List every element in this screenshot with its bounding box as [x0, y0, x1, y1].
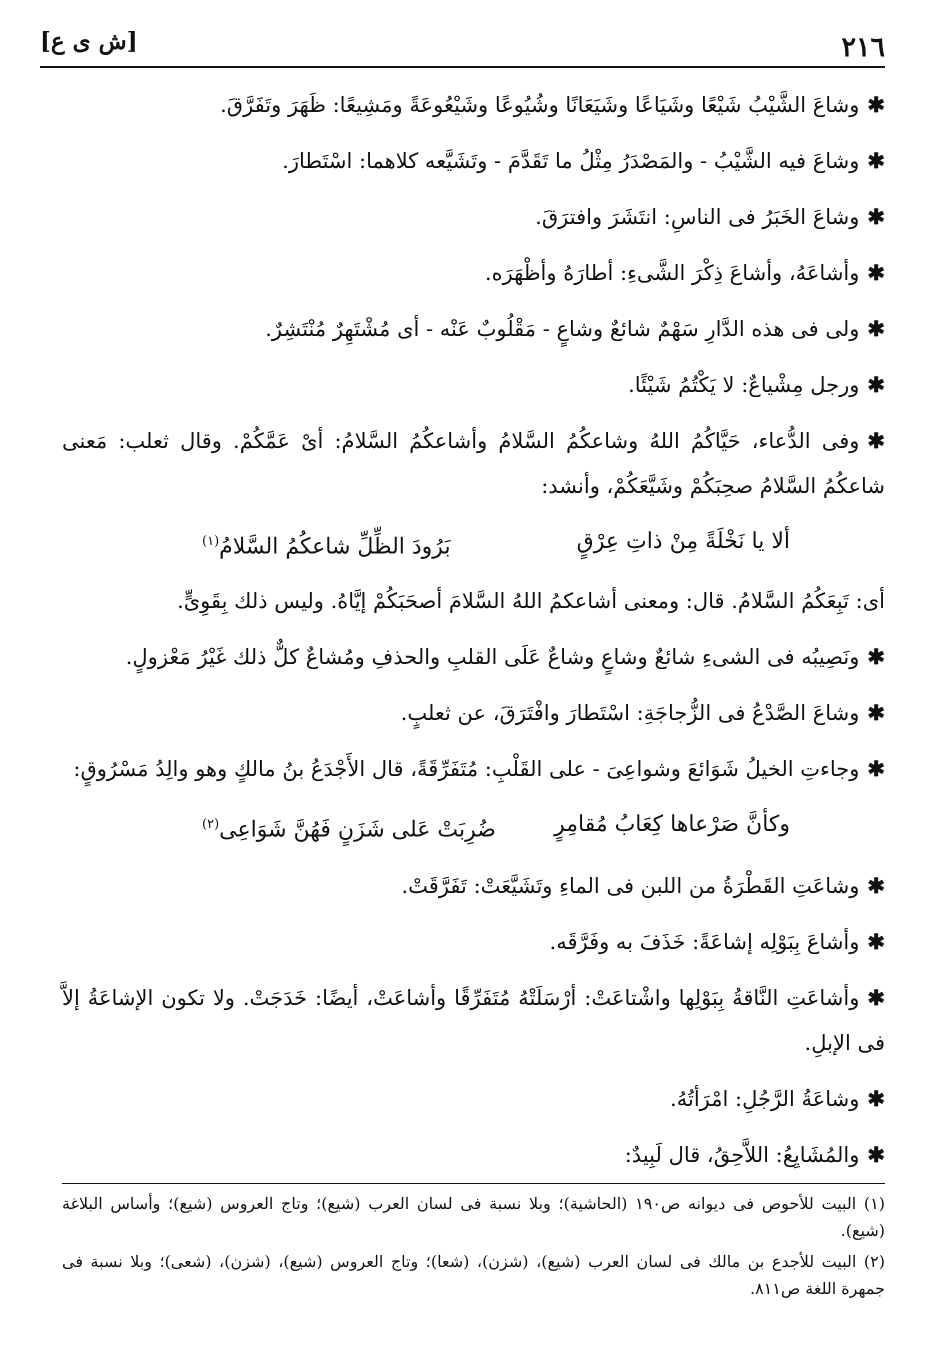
header-rule [40, 66, 885, 68]
entry-paragraph: ✱وشاعَ فيه الشَّيْبُ - والمَصْدَرُ مِثْلُ ما تَقَدَّمَ - وتَشَيَّعه كلاهما: اسْتَطارَ. [282, 148, 885, 173]
star-icon: ✱ [867, 1085, 885, 1111]
verse-line [62, 802, 885, 852]
star-icon: ✱ [867, 928, 885, 954]
verse-first-hemistich: وكأنَّ صَرْعاها كِعَابُ مُقامِرٍ [554, 812, 790, 838]
star-icon: ✱ [867, 428, 885, 453]
footnote: (٢) البيت للأجدع بن مالك فى لسان العرب (شيع)، (شزن)، (شعا)؛ وتاج العروس (شيع)، (شزن)، (شعى)؛ وبلا نسبة فى جمهرة اللغة ص٨١١. [62, 1252, 886, 1298]
entry-paragraph: ✱ولى فى هذه الدَّارِ سَهْمٌ شائعٌ وشاعٍ - مَقْلُوبٌ عَنْه - أى مُشْتَهِرٌ مُنْتَشِرٌ. [265, 316, 885, 341]
footnote: (١) البيت للأحوص فى ديوانه ص١٩٠ (الحاشية)؛ وبلا نسبة فى لسان العرب (شيع)؛ وتاج العروس (شيع)؛ وأساس البلاغة (شيع). [62, 1194, 885, 1240]
entry-paragraph: ✱وشاعَةُ الرَّجُلِ: امْرَأتُهُ. [670, 1085, 885, 1111]
star-icon: ✱ [867, 984, 885, 1010]
star-icon: ✱ [867, 260, 885, 285]
entry-paragraph: ✱وفى الدُّعاء، حَيَّاكُمُ اللهُ وشاعكُمُ السَّلامُ وأشاعكُمُ السَّلامُ: أىْ عَمَّكُمْ. وقال ثعلب: مَعنى شاعكُمُ السَّلامُ صحِبَكُمْ وشَيَّعَكُمْ، وأنشد: [62, 428, 885, 498]
entry-paragraph: ✱وأشاعَهُ، وأشاعَ ذِكْرَ الشَّىءِ: أطارَهُ وأظْهَرَه. [484, 260, 885, 285]
entry-paragraph: ✱وشاعَ الشَّيْبُ شَيْعًا وشَيَاعًا وشَيَعَانًا وشُيُوعًا وشَيْعُوعَةً ومَشِيعًا: ظَهَرَ وتَفَرَّقَ. [220, 92, 885, 117]
entry-paragraph: ✱ورجل مِشْياعٌ: لا يَكْتُمُ شَيْئًا. [628, 372, 885, 397]
star-icon: ✱ [867, 316, 885, 341]
entry-paragraph: ✱ونَصِيبُه فى الشىءِ شائعٌ وشاعٍ وشاعٌ عَلَى القلبِ والحذفِ ومُشاعٌ كلٌّ ذلك غَيْرُ مَعْزولٍ. [125, 644, 885, 670]
footnote-marker: (١) [202, 534, 220, 549]
star-icon: ✱ [867, 148, 885, 173]
entry-paragraph: أى: تَبِعَكُمُ السَّلامُ. قال: ومعنى أشاعكمُ اللهُ السَّلامَ أصحَبَكُمْ إيَّاهُ. وليس ذلك بِقَوِىٍّ. [177, 589, 885, 614]
star-icon: ✱ [867, 92, 885, 117]
star-icon: ✱ [867, 700, 885, 726]
entry-paragraph: ✱وأشاعَتِ النَّاقةُ بِبَوْلِها واشْتاعَتْ: أرْسَلَتْهُ مُتَفَرِّقًا وأشاعَتْ، أيضًا: خَدَجَتْ. ولا تكون الإشاعَةُ إلاَّ فى الإبلِ. [62, 984, 885, 1055]
verse-line [62, 519, 885, 569]
footnote-marker: (٢) [202, 817, 220, 833]
footnote-rule [62, 1183, 885, 1184]
star-icon: ✱ [867, 644, 885, 670]
root-label: [ش ى ع] [40, 28, 138, 55]
star-icon: ✱ [867, 872, 885, 898]
entry-paragraph: ✱وشاعَ الخَبَرُ فى الناسِ: انتَشَرَ وافترَقَ. [535, 204, 885, 229]
footnotes [62, 1190, 885, 1306]
page-number: ٢١٦ [841, 32, 885, 63]
verse-second-hemistich: بَرُودَ الظِّلِّ شاعكُمُ السَّلامُ$^{(١)}$ [202, 534, 451, 560]
entry-paragraph: ✱وأشاعَ بِبَوْلِه إشاعَةً: خَذَفَ به وفَرَّقَه. [549, 928, 885, 954]
star-icon: ✱ [867, 372, 885, 397]
entry-paragraph: ✱وجاءتِ الخيلُ شَوَائعَ وشواعِىَ - على القَلْبِ: مُتَفَرِّقَةً، قال الأَجْدَعُ بنُ مالكٍ وهو والِدُ مَسْرُوقٍ: [73, 756, 885, 782]
page-header [40, 28, 885, 68]
entry-paragraph: ✱وشاعَ الصَّدْعُ فى الزُّجاجَةِ: اسْتَطارَ وافْتَرَقَ، عن ثعلبٍ. [400, 700, 885, 726]
entry-paragraph: ✱والمُشَايِعُ: اللاَّحِقُ، قال لَبِيدٌ: [624, 1141, 885, 1167]
star-icon: ✱ [867, 756, 885, 782]
verse-second-hemistich: ضُرِبَتْ عَلى شَزَنٍ فَهُنَّ شَوَاعِى$^{(٢)}$ [202, 817, 496, 843]
entry-paragraph: ✱وشاعَتِ القَطْرَةُ من اللبن فى الماءِ وتَشَيَّعَتْ: تَفَرَّقَتْ. [401, 872, 885, 898]
star-icon: ✱ [867, 204, 885, 229]
star-icon: ✱ [867, 1141, 885, 1167]
entry-body [62, 82, 885, 1188]
verse-first-hemistich: ألا يا نَخْلَةً مِنْ ذاتِ عِرْقٍ [576, 529, 790, 554]
